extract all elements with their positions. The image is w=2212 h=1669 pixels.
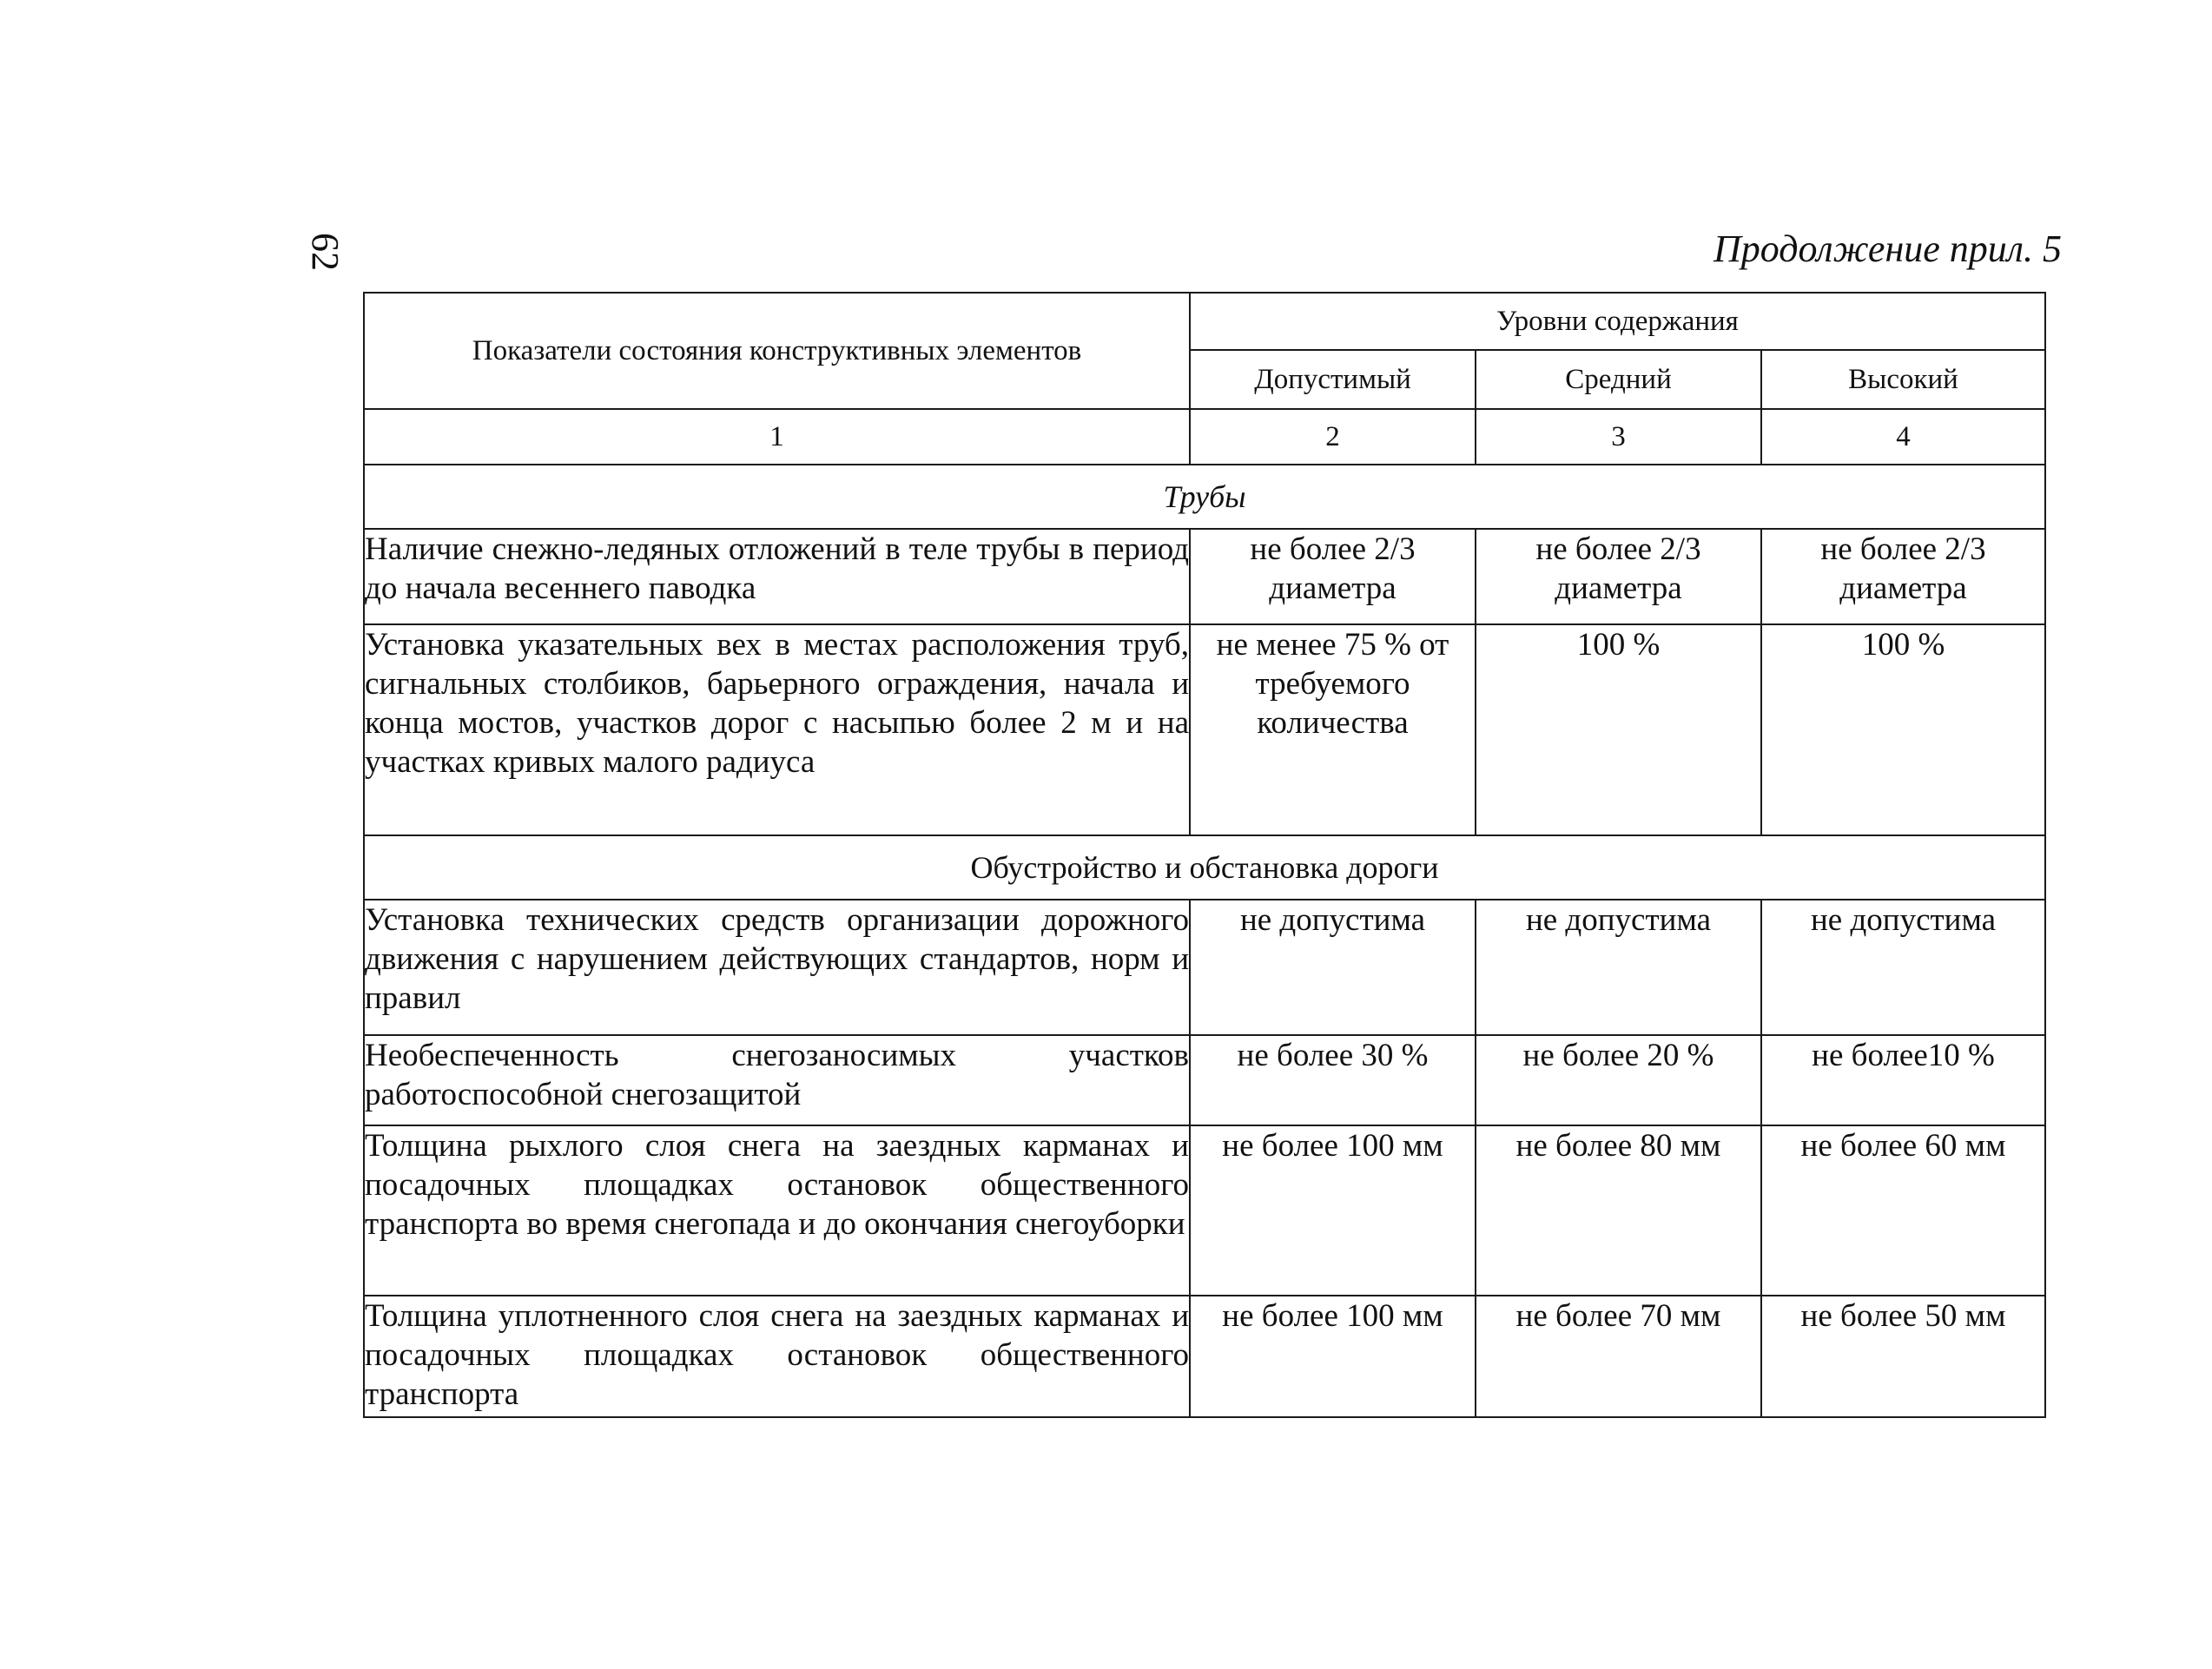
- value-cell: не более 100 мм: [1190, 1125, 1476, 1296]
- table-row: [364, 1035, 2045, 1125]
- value-cell: не более 70 мм: [1476, 1296, 1761, 1417]
- value-cell: не более 80 мм: [1476, 1125, 1761, 1296]
- value-cell: не более10 %: [1761, 1035, 2045, 1125]
- table-row: [364, 624, 2045, 835]
- value-cell: не более 100 мм: [1190, 1296, 1476, 1417]
- column-number: 3: [1476, 409, 1761, 465]
- value-cell: 100 %: [1476, 624, 1761, 835]
- header-level-permissible: Допустимый: [1190, 350, 1476, 409]
- value-cell: не более 60 мм: [1761, 1125, 2045, 1296]
- value-cell: не более 2/3 диаметра: [1761, 529, 2045, 624]
- value-cell: не допустима: [1190, 900, 1476, 1035]
- column-number: 4: [1761, 409, 2045, 465]
- header-level-high: Высокий: [1761, 350, 2045, 409]
- value-cell: не менее 75 % от требуемого количества: [1190, 624, 1476, 835]
- value-cell: не более 30 %: [1190, 1035, 1476, 1125]
- page-number: 62: [304, 233, 347, 271]
- column-number: 1: [364, 409, 1190, 465]
- table-row: [364, 900, 2045, 1035]
- continuation-title: Продолжение прил. 5: [1713, 228, 2062, 270]
- table-row: [364, 1125, 2045, 1296]
- header-levels-label: Уровни содержания: [1190, 293, 2045, 350]
- value-cell: не более 20 %: [1476, 1035, 1761, 1125]
- table-row: [364, 529, 2045, 624]
- value-cell: не более 50 мм: [1761, 1296, 2045, 1417]
- indicator-cell: Толщина рыхлого слоя снега на заездных карманах и посадочных площадках остановок общественного транспорта во время снегопада и до окончания снегоуборки: [364, 1125, 1190, 1296]
- value-cell: не допустима: [1476, 900, 1761, 1035]
- header-indicator-label: Показатели состояния конструктивных элементов: [364, 293, 1190, 409]
- header-level-medium: Средний: [1476, 350, 1761, 409]
- indicator-cell: Необеспеченность снегозаносимых участков работоспособной снегозащитой: [364, 1035, 1190, 1125]
- maintenance-levels-table: [363, 292, 2046, 1418]
- indicator-cell: Толщина уплотненного слоя снега на заездных карманах и посадочных площадках остановок общественного транспорта: [364, 1296, 1190, 1417]
- section-title-pipes: Трубы: [364, 465, 2045, 529]
- table-row: [364, 1296, 2045, 1417]
- section-title-road-furnishing: Обустройство и обстановка дороги: [364, 835, 2045, 900]
- indicator-cell: Установка технических средств организации дорожного движения с нарушением действующих стандартов, норм и правил: [364, 900, 1190, 1035]
- value-cell: 100 %: [1761, 624, 2045, 835]
- column-number: 2: [1190, 409, 1476, 465]
- indicator-cell: Наличие снежно-ледяных отложений в теле трубы в период до начала весеннего паводка: [364, 529, 1190, 624]
- value-cell: не более 2/3 диаметра: [1190, 529, 1476, 624]
- indicator-cell: Установка указательных вех в местах расположения труб, сигнальных столбиков, барьерного ограждения, начала и конца мостов, участков дорог с насыпью более 2 м и на участках кривых малого радиуса: [364, 624, 1190, 835]
- value-cell: не допустима: [1761, 900, 2045, 1035]
- value-cell: не более 2/3 диаметра: [1476, 529, 1761, 624]
